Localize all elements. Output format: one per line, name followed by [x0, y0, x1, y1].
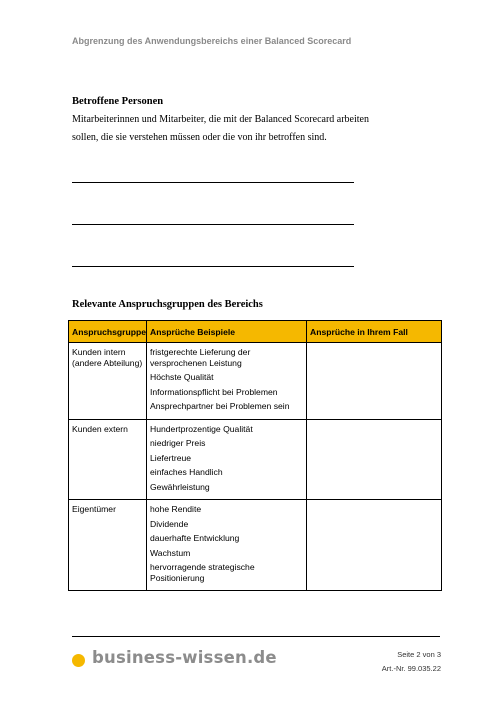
own-claims-cell[interactable]	[307, 343, 442, 420]
logo-dot-icon	[72, 654, 85, 667]
group-name: Kunden intern (andere Abteilung)	[72, 347, 143, 368]
example-claim: Wachstum	[150, 547, 191, 558]
description-line: sollen, die sie verstehen müssen oder die von ihr betroffen sind.	[72, 132, 327, 143]
section-title-stakeholders: Relevante Anspruchsgruppen des Bereichs	[72, 299, 263, 310]
example-claim: Hundertprozentige Qualität	[150, 423, 253, 434]
example-claim: Dividende	[150, 518, 189, 529]
group-cell	[69, 500, 147, 591]
article-number: Art.-Nr. 99.035.22	[381, 664, 441, 673]
table-row	[69, 500, 442, 591]
fill-in-line[interactable]	[72, 266, 354, 267]
own-claims-cell[interactable]	[307, 500, 442, 591]
group-cell	[69, 419, 147, 500]
fill-in-line[interactable]	[72, 182, 354, 183]
example-claim: Gewährleistung	[150, 481, 210, 492]
section-description	[72, 111, 372, 147]
table-row	[69, 343, 442, 420]
example-claim: einfaches Handlich	[150, 467, 223, 477]
table-row	[69, 419, 442, 500]
example-claim: hervorragende strategische Positionierung	[150, 562, 255, 583]
example-claim: fristgerechte Lieferung der versprochenen Leistung	[150, 347, 251, 368]
examples-cell	[147, 419, 307, 500]
example-claim: dauerhafte Entwicklung	[150, 533, 240, 543]
example-claim: Informationspflicht bei Problemen	[150, 386, 278, 397]
example-claim: Ansprechpartner bei Problemen sein	[150, 401, 290, 411]
examples-cell	[147, 500, 307, 591]
description-line: Mitarbeiterinnen und Mitarbeiter, die mit der Balanced Scorecard arbeiten	[72, 114, 369, 125]
document-header-title: Abgrenzung des Anwendungsbereichs einer Balanced Scorecard	[72, 36, 352, 46]
column-header-stakeholder-group: Anspruchsgruppe	[69, 321, 147, 343]
own-claims-cell[interactable]	[307, 419, 442, 500]
group-cell	[69, 343, 147, 420]
stakeholder-claims-table	[68, 320, 442, 591]
column-header-example-claims: Ansprüche Beispiele	[147, 321, 307, 343]
table-header-row	[69, 321, 442, 343]
example-claim: niedriger Preis	[150, 438, 206, 448]
example-claim: Liefertreue	[150, 452, 192, 463]
footer-divider	[72, 636, 440, 637]
column-header-your-claims: Ansprüche in Ihrem Fall	[307, 321, 442, 343]
example-claim: Höchste Qualität	[150, 372, 214, 382]
example-claim: hohe Rendite	[150, 504, 202, 514]
page-info	[382, 648, 441, 676]
examples-cell	[147, 343, 307, 420]
fill-in-line[interactable]	[72, 224, 354, 225]
page-number: Seite 2 von 3	[397, 650, 441, 659]
section-title-affected-persons: Betroffene Personen	[72, 96, 164, 107]
group-name: Eigentümer	[72, 504, 116, 514]
logo-text[interactable]: business-wissen.de	[92, 648, 277, 667]
group-name: Kunden extern	[72, 423, 128, 434]
